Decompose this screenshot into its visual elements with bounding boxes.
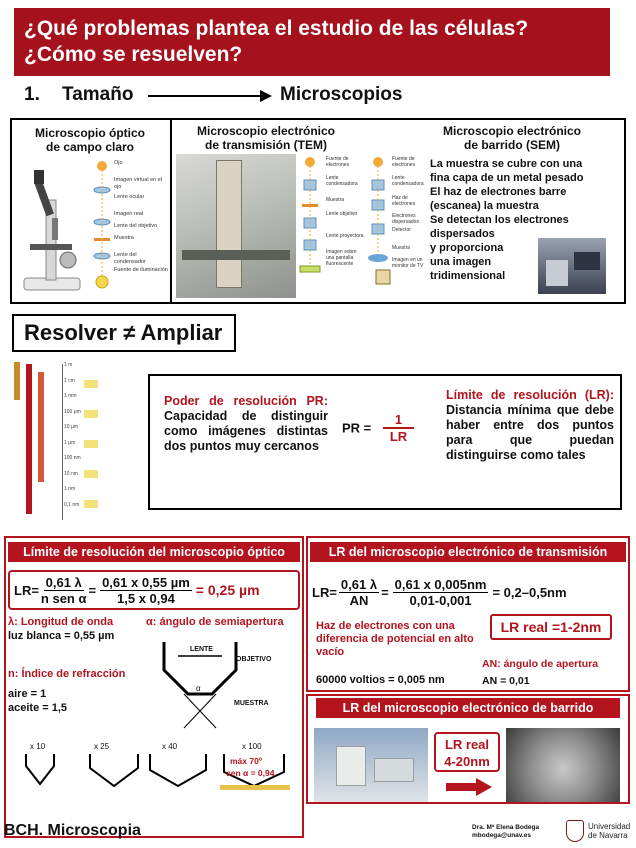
section-number: 1. (24, 84, 40, 105)
tem-panel-header: LR del microscopio electrónico de transmisión (310, 542, 626, 562)
arrow-right-icon (446, 778, 494, 796)
sem-cell-photo (506, 728, 620, 802)
sem-panel-header: LR del microscopio electrónico de barrido (316, 698, 620, 718)
tem-labels: Fuente de electrones Lente condensadora Muestra Lente objetivo Lente proyectora Imagen sobre una pantalla fluorescente (326, 156, 364, 267)
an-term: AN: ángulo de apertura (482, 658, 599, 670)
tem-formula: LR= $\frac{0,61 \lambda}{AN}$ = $\frac{0,61 x 0,005nm}{0,01-0,001}$ = 0,2–0,5nm (312, 576, 567, 608)
not-equal-symbol: ≠ (123, 320, 136, 345)
scale-example-1 (84, 380, 98, 388)
scale-example-5 (84, 500, 98, 508)
section-heading-left: Tamaño (62, 84, 134, 105)
author-email: mbodega@unav.es (472, 832, 531, 839)
scale-example-2 (84, 410, 98, 418)
an-value: AN = 0,01 (482, 675, 530, 687)
scale-icon-band (14, 362, 20, 400)
lambda-value: luz blanca = 0,55 µm (8, 630, 115, 642)
lambda-term: λ: Longitud de onda (8, 616, 114, 628)
sem-labels: Fuente de electrones Lente condensadora Haz de electrones Electrones dispersados Detector Muestra Imagen en un monitor de TV (392, 156, 424, 269)
zoom-10: x 10 (30, 742, 46, 751)
n-oil: aceite = 1,5 (8, 702, 68, 714)
beam-text: Haz de electrones con una diferencia de potencial en alto vacío (316, 620, 474, 658)
sem-title: Microscopio electrónico de barrido (SEM) (442, 124, 582, 152)
arrow-right-icon (146, 88, 274, 104)
optical-formula: LR= $\frac{0,61 \lambda}{\text{n sen α}}$ = $\frac{\text{0,61 x 0,55 µm}}{1,5 x 0,94}$ = 0,25 µm (8, 570, 300, 610)
divider (170, 118, 172, 304)
scale-bar-orange (38, 372, 44, 482)
scale-example-4 (84, 470, 98, 478)
n-air: aire = 1 (8, 688, 47, 700)
zoom-100: x 100 (242, 742, 262, 751)
alpha-label: α (196, 684, 201, 693)
zoom-40: x 40 (162, 742, 178, 751)
university-name: Universidad de Navarra (588, 822, 631, 840)
pr-definition: Poder de resolución PR: Capacidad de distinguir como imágenes distintas dos puntos muy cercanos (164, 394, 328, 453)
page-title: ¿Qué problemas plantea el estudio de las células? ¿Cómo se resuelven? (14, 8, 610, 76)
sample-label: MUESTRA (234, 700, 269, 707)
author: Dra. Mª Elena Bodega mbodega@unav.es (472, 824, 562, 840)
alpha-term: α: ángulo de semiapertura (146, 616, 284, 628)
sem-lab-photo (314, 728, 428, 802)
voltage-text: 60000 voltios = 0,005 nm (316, 674, 445, 686)
lens-label: LENTE (190, 646, 213, 653)
tem-real-lr: LR real =1-2nm (490, 614, 612, 640)
optical-panel-header: Límite de resolución del microscopio óptico (8, 542, 300, 562)
section-heading-right: Microscopios (280, 84, 403, 105)
pr-formula: PR = $\frac{1}{LR}$ (342, 412, 414, 444)
scale-ticks: 1 m 1 cm 1 mm 100 µm 10 µm 1 µm 100 nm 10 nm 1 nm 0,1 nm (64, 362, 81, 508)
max-angle: máx 70º (230, 756, 262, 766)
zoom-25: x 25 (94, 742, 110, 751)
sem-photo (538, 238, 606, 294)
scale-bar-red (26, 364, 32, 514)
resolver-box: Resolver ≠ Ampliar (12, 314, 236, 352)
sin-value: sen α = 0,94 (226, 768, 275, 778)
tem-path-diagram (298, 154, 326, 284)
tem-photo (176, 154, 296, 298)
sem-description: La muestra se cubre con una fina capa de un metal pesado El haz de electrones barre (escanea) la muestra Se detectan los electrones dispersados y proporciona una imagen tridimensional (430, 158, 584, 282)
lr-definition: Límite de resolución (LR): Distancia mínima que debe haber entre dos puntos para que puedan distinguirse como tales (446, 388, 614, 462)
sem-real-lr: LR real 4-20nm (434, 732, 500, 772)
sem-path-diagram (366, 154, 392, 290)
scale-axis (62, 364, 63, 520)
optical-path-diagram (92, 160, 112, 290)
n-term: n: Índice de refracción (8, 668, 126, 680)
university-seal-icon (566, 820, 584, 842)
objective-label: OBJETIVO (236, 656, 272, 663)
course-name: BCH. Microscopia (4, 822, 141, 839)
optical-labels: Ojo Imagen virtual en el ojo Lente ocular Imagen real Lente del objetivo Muestra Lente del condensador Fuente de iluminación (114, 160, 168, 273)
optical-microscope-image (16, 160, 88, 296)
tem-title: Microscopio electrónico de transmisión (TEM) (196, 124, 336, 152)
scale-example-3 (84, 440, 98, 448)
optical-microscope-title: Microscopio óptico de campo claro (34, 126, 145, 154)
